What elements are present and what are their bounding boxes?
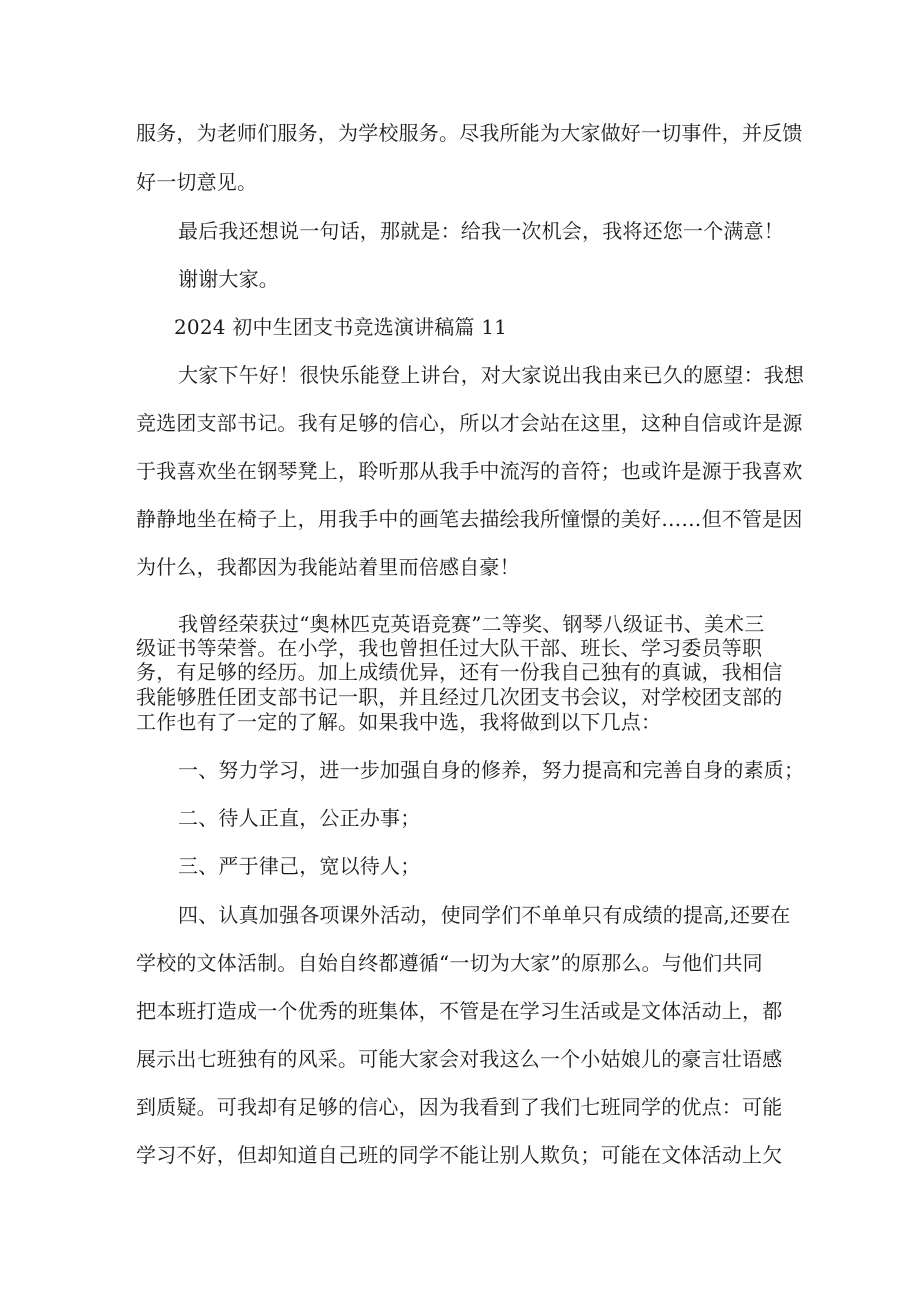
list-item: 三、严于律己，宽以待人； bbox=[178, 854, 421, 878]
paragraph-line: 服务，为老师们服务，为学校服务。尽我所能为大家做好一切事件，并反馈 bbox=[136, 121, 803, 145]
paragraph-line: 为什么，我都因为我能站着里而倍感自豪！ bbox=[136, 555, 520, 579]
list-item: 二、待人正直，公正办事； bbox=[178, 806, 421, 830]
paragraph-line: 大家下午好！很快乐能登上讲台，对大家说出我由来已久的愿望：我想 bbox=[178, 363, 805, 387]
paragraph-line: 到质疑。可我却有足够的信心，因为我看到了我们七班同学的优点：可能 bbox=[136, 1095, 783, 1119]
paragraph-line: 把本班打造成一个优秀的班集体，不管是在学习生活或是文体活动上，都 bbox=[136, 999, 783, 1023]
paragraph-line: 谢谢大家。 bbox=[178, 267, 279, 291]
paragraph-line: 务，有足够的经历。加上成绩优异，还有一份我自己独有的真诚，我相信 bbox=[136, 660, 783, 684]
paragraph-line: 我能够胜任团支部书记一职，并且经过几次团支书会议，对学校团支部的 bbox=[136, 685, 783, 709]
paragraph-line: 静静地坐在椅子上，用我手中的画笔去描绘我所憧憬的美好……但不管是因 bbox=[136, 507, 803, 531]
section-heading: 2024 初中生团支书竞选演讲稿篇 11 bbox=[174, 315, 508, 339]
paragraph-line: 级证书等荣誉。在小学，我也曾担任过大队干部、班长、学习委员等职 bbox=[136, 636, 763, 660]
paragraph-line: 竞选团支部书记。我有足够的信心，所以才会站在这里，这种自信或许是源 bbox=[136, 411, 803, 435]
list-item: 四、认真加强各项课外活动，使同学们不单单只有成绩的提高,还要在 bbox=[178, 903, 791, 927]
paragraph-line: 我曾经荣获过“奥林匹克英语竞赛”二等奖、钢琴八级证书、美术三 bbox=[178, 612, 765, 636]
paragraph-line: 工作也有了一定的了解。如果我中选，我将做到以下几点： bbox=[136, 710, 662, 734]
paragraph-line: 最后我还想说一句话，那就是：给我一次机会，我将还您一个满意！ bbox=[178, 219, 784, 243]
paragraph-line: 学校的文体活制。自始自终都遵循“一切为大家”的原那么。与他们共同 bbox=[136, 951, 763, 975]
paragraph-line: 好一切意见。 bbox=[136, 170, 258, 194]
paragraph-line: 学习不好，但却知道自己班的同学不能让别人欺负；可能在文体活动上欠 bbox=[136, 1143, 783, 1167]
list-item: 一、努力学习，进一步加强自身的修养，努力提高和完善自身的素质； bbox=[178, 758, 805, 782]
paragraph-line: 展示出七班独有的风采。可能大家会对我这么一个小姑娘儿的豪言壮语感 bbox=[136, 1047, 783, 1071]
paragraph-line: 于我喜欢坐在钢琴凳上，聆听那从我手中流泻的音符；也或许是源于我喜欢 bbox=[136, 459, 803, 483]
